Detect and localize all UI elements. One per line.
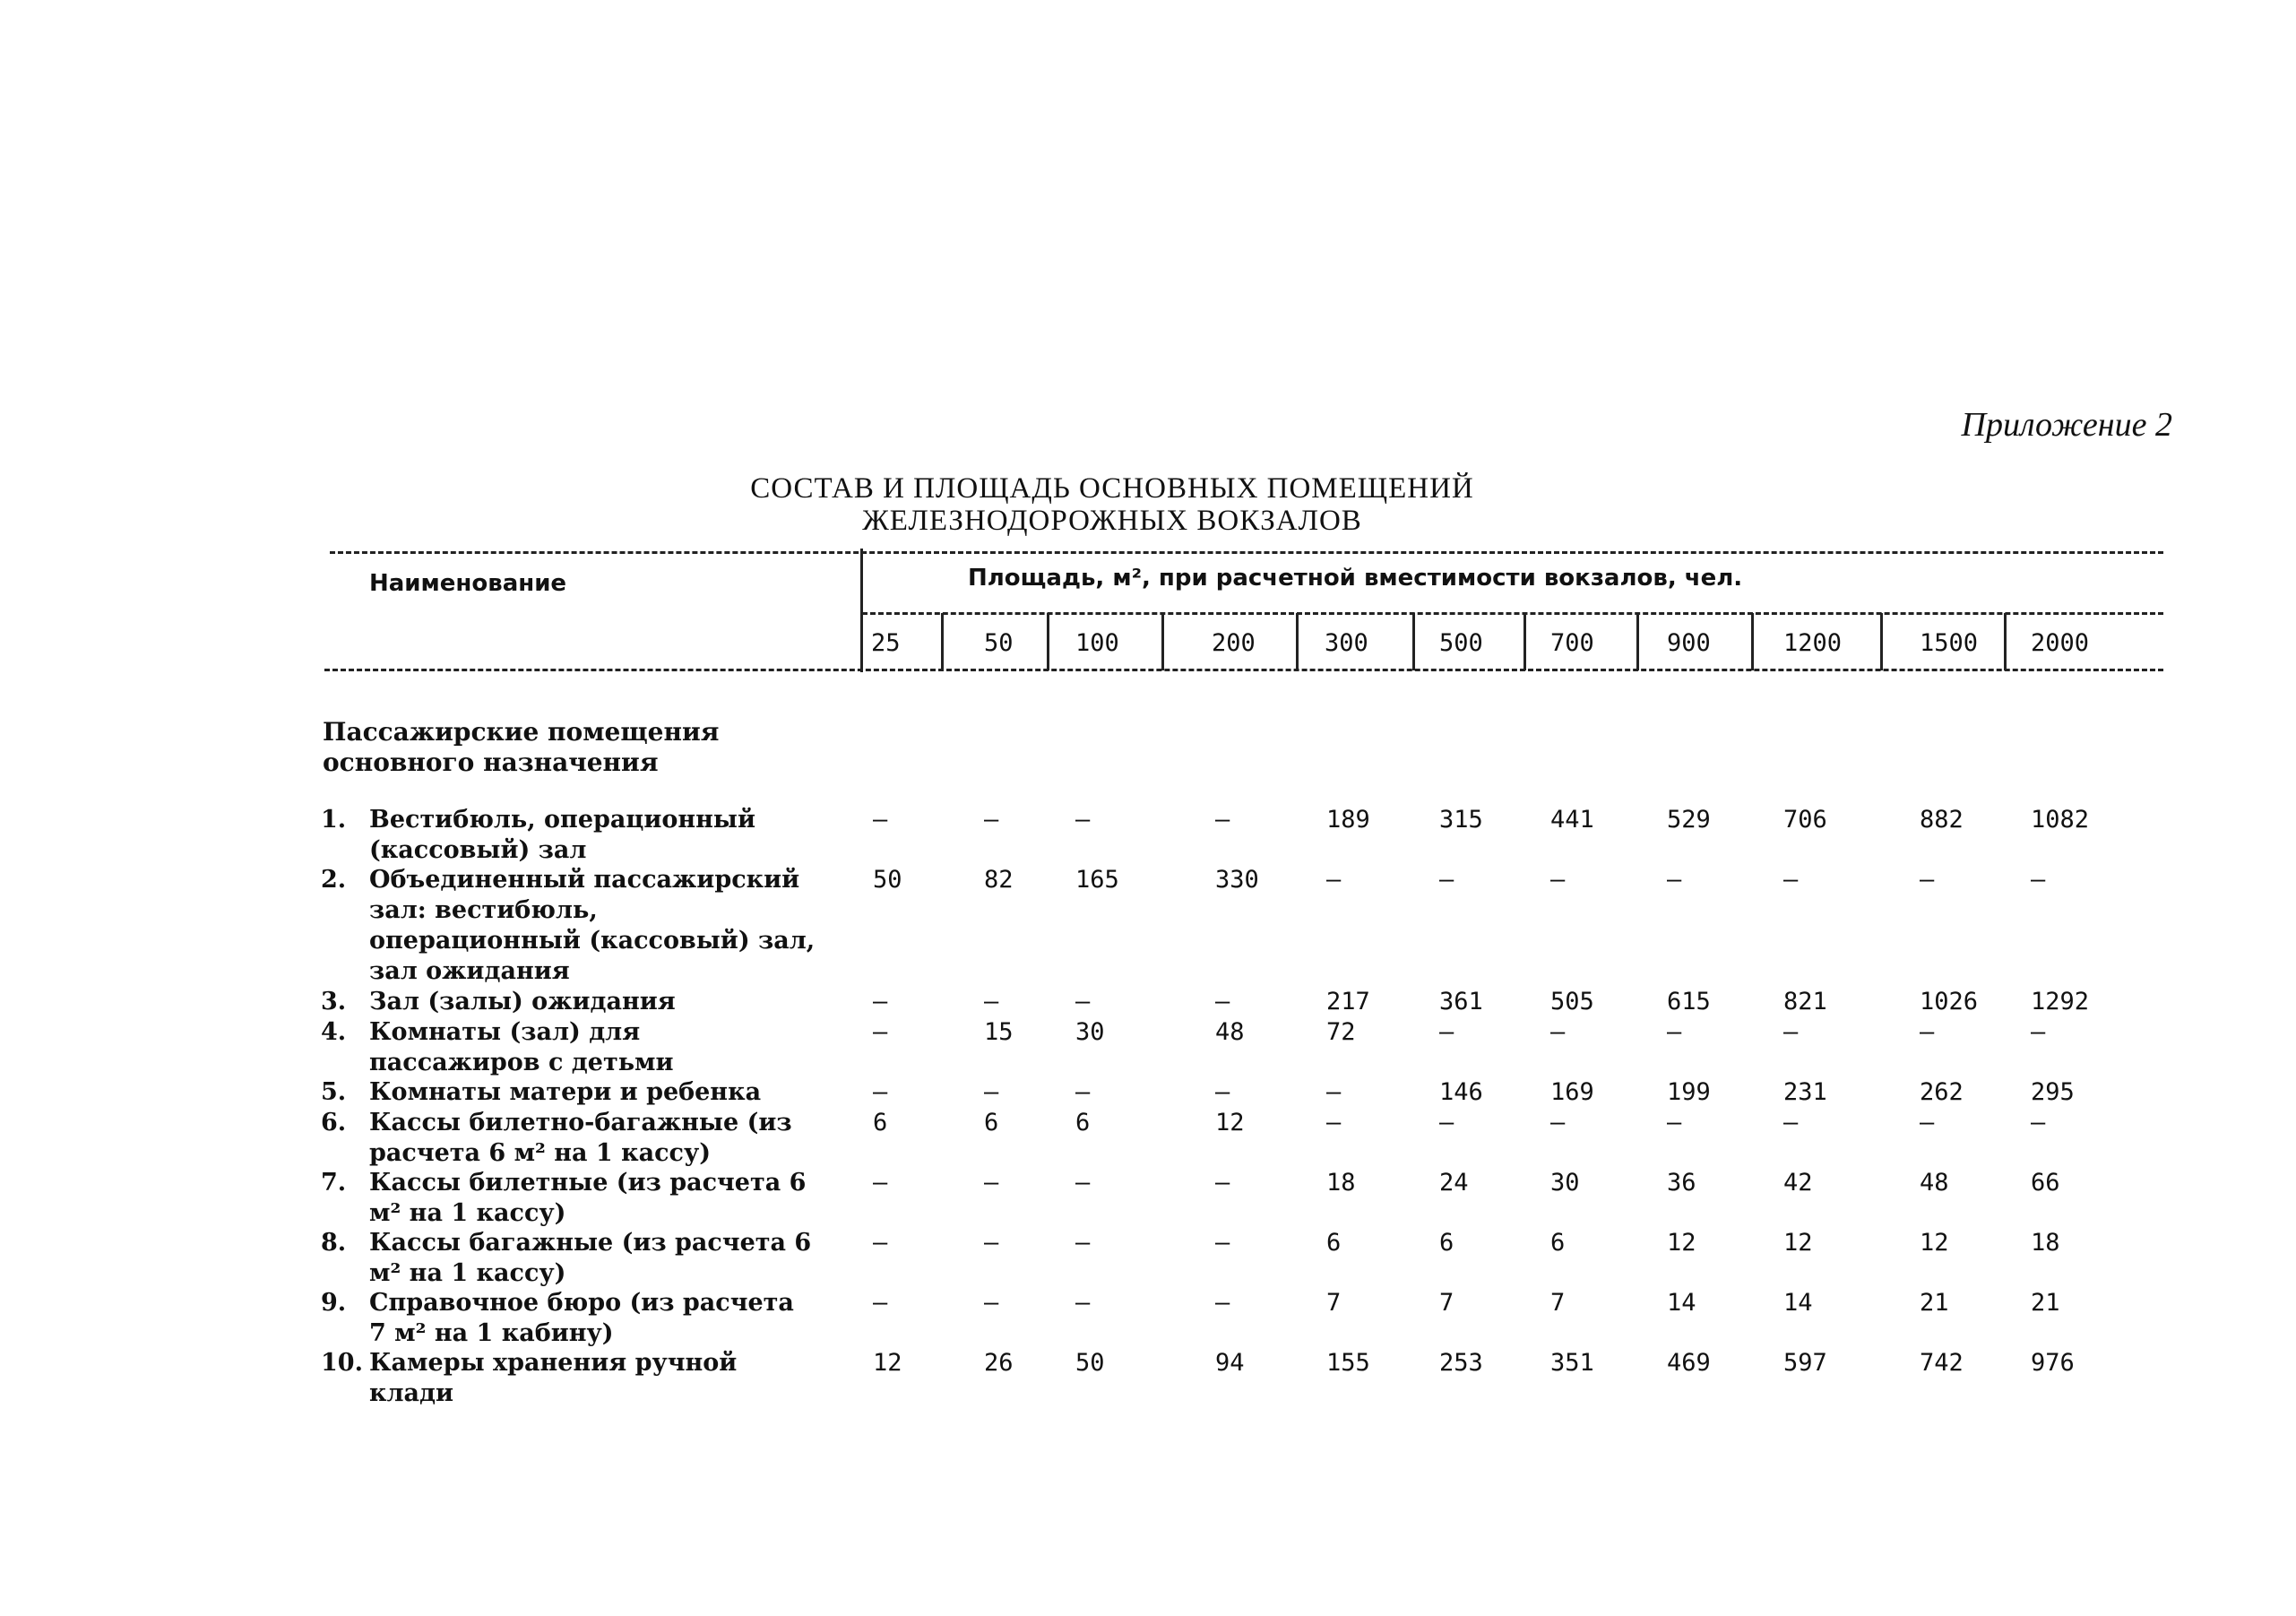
section-heading: Пассажирские помещения основного назначения <box>323 717 720 777</box>
table-cell: 42 <box>1783 1169 1813 1197</box>
table-cell: 155 <box>1326 1349 1370 1377</box>
table-cell: — <box>1215 806 1230 834</box>
capacity-500: 500 <box>1439 629 1483 657</box>
table-cell: — <box>2031 866 2046 894</box>
table-cell: 12 <box>873 1349 902 1377</box>
table-cell: — <box>1667 866 1682 894</box>
table-cell: 231 <box>1783 1078 1827 1106</box>
capacity-divider <box>1047 613 1049 670</box>
table-cell: 351 <box>1550 1349 1594 1377</box>
capacity-divider <box>941 613 944 670</box>
row-name: Камеры хранения ручной клади <box>369 1349 738 1407</box>
table-cell: — <box>984 1289 999 1317</box>
table-cell: — <box>1215 1229 1230 1257</box>
capacity-900: 900 <box>1667 629 1711 657</box>
row-number: 5. <box>321 1078 347 1106</box>
table-cell: — <box>1550 1018 1566 1046</box>
table-cell: 6 <box>873 1109 888 1136</box>
table-cell: — <box>2031 1018 2046 1046</box>
capacity-divider <box>1161 613 1164 670</box>
capacity-divider <box>1412 613 1415 670</box>
appendix-label: Приложение 2 <box>1961 406 2172 444</box>
capacity-50: 50 <box>984 629 1014 657</box>
table-cell: 6 <box>1439 1229 1454 1257</box>
capacity-200: 200 <box>1212 629 1256 657</box>
table-cell: 48 <box>1920 1169 1949 1197</box>
row-number: 3. <box>321 988 347 1015</box>
table-cell: — <box>984 1229 999 1257</box>
table-cell: 742 <box>1920 1349 1964 1377</box>
table-cell: 189 <box>1326 806 1370 834</box>
table-cell: — <box>1439 866 1454 894</box>
table-cell: 30 <box>1075 1018 1105 1046</box>
table-cell: 50 <box>873 866 902 894</box>
table-cell: — <box>873 1229 888 1257</box>
header-name: Наименование <box>369 570 567 597</box>
table-cell: 7 <box>1326 1289 1342 1317</box>
table-cell: 706 <box>1783 806 1827 834</box>
table-cell: 976 <box>2031 1349 2075 1377</box>
capacity-top-rule <box>862 612 2163 615</box>
row-number: 7. <box>321 1169 347 1197</box>
table-cell: 217 <box>1326 988 1370 1015</box>
table-cell: — <box>873 988 888 1015</box>
header-area: Площадь, м², при расчетной вместимости вокзалов, чел. <box>968 565 1743 592</box>
table-cell: 94 <box>1215 1349 1245 1377</box>
table-cell: 441 <box>1550 806 1594 834</box>
table-cell: 295 <box>2031 1078 2075 1106</box>
table-cell: 6 <box>1075 1109 1091 1136</box>
table-cell: — <box>1920 1018 1935 1046</box>
row-number: 6. <box>321 1109 347 1136</box>
header-bottom-rule <box>324 669 2163 671</box>
title-line-1: СОСТАВ И ПЛОЩАДЬ ОСНОВНЫХ ПОМЕЩЕНИЙ <box>750 472 1474 505</box>
capacity-divider <box>2004 613 2007 670</box>
capacity-divider <box>1636 613 1639 670</box>
row-number: 2. <box>321 866 347 894</box>
table-cell: 6 <box>1326 1229 1342 1257</box>
capacity-divider <box>1523 613 1526 670</box>
table-cell: — <box>873 1289 888 1317</box>
table-cell: 72 <box>1326 1018 1356 1046</box>
table-cell: 26 <box>984 1349 1014 1377</box>
row-name: Комнаты (зал) для пассажиров с детьми <box>369 1018 674 1076</box>
row-name: Кассы билетные (из расчета 6 м² на 1 кассу) <box>369 1169 807 1227</box>
table-cell: — <box>1920 1109 1935 1136</box>
table-cell: 361 <box>1439 988 1483 1015</box>
table-cell: 82 <box>984 866 1014 894</box>
table-cell: 12 <box>1215 1109 1245 1136</box>
table-cell: 6 <box>984 1109 999 1136</box>
row-number: 10. <box>321 1349 363 1377</box>
table-cell: — <box>1326 866 1342 894</box>
table-cell: 199 <box>1667 1078 1711 1106</box>
capacity-100: 100 <box>1075 629 1119 657</box>
table-cell: — <box>873 1169 888 1197</box>
table-cell: 12 <box>1667 1229 1696 1257</box>
table-cell: 469 <box>1667 1349 1711 1377</box>
capacity-1500: 1500 <box>1920 629 1979 657</box>
table-cell: 505 <box>1550 988 1594 1015</box>
table-cell: 169 <box>1550 1078 1594 1106</box>
table-cell: 262 <box>1920 1078 1964 1106</box>
table-cell: — <box>1550 1109 1566 1136</box>
table-cell: — <box>873 1018 888 1046</box>
table-cell: — <box>984 988 999 1015</box>
table-cell: 597 <box>1783 1349 1827 1377</box>
row-name: Комнаты матери и ребенка <box>369 1078 762 1106</box>
table-cell: — <box>1215 988 1230 1015</box>
table-cell: 14 <box>1783 1289 1813 1317</box>
table-cell: 1026 <box>1920 988 1979 1015</box>
table-cell: 21 <box>1920 1289 1949 1317</box>
table-cell: 14 <box>1667 1289 1696 1317</box>
capacity-1200: 1200 <box>1783 629 1843 657</box>
capacity-700: 700 <box>1550 629 1594 657</box>
row-name: Объединенный пассажирский зал: вестибюль, операционный (кассовый) зал, зал ожидания <box>369 866 816 985</box>
table-cell: 882 <box>1920 806 1964 834</box>
table-cell: 146 <box>1439 1078 1483 1106</box>
table-cell: 7 <box>1550 1289 1566 1317</box>
table-cell: 165 <box>1075 866 1119 894</box>
table-cell: — <box>1326 1109 1342 1136</box>
table-cell: 529 <box>1667 806 1711 834</box>
capacity-divider <box>1296 613 1299 670</box>
table-cell: 50 <box>1075 1349 1105 1377</box>
table-cell: 315 <box>1439 806 1483 834</box>
table-cell: 1292 <box>2031 988 2090 1015</box>
row-name: Кассы билетно-багажные (из расчета 6 м² на 1 кассу) <box>369 1109 792 1167</box>
table-cell: — <box>1075 1289 1091 1317</box>
table-cell: — <box>873 806 888 834</box>
document-title <box>0 472 2296 537</box>
table-cell: — <box>1075 1169 1091 1197</box>
table-cell: — <box>984 806 999 834</box>
row-name: Вестибюль, операционный (кассовый) зал <box>369 806 755 864</box>
capacity-2000: 2000 <box>2031 629 2090 657</box>
capacity-300: 300 <box>1325 629 1368 657</box>
table-cell: — <box>1550 866 1566 894</box>
table-cell: — <box>984 1078 999 1106</box>
row-name: Справочное бюро (из расчета 7 м² на 1 кабину) <box>369 1289 794 1347</box>
table-cell: — <box>1075 988 1091 1015</box>
table-cell: 330 <box>1215 866 1259 894</box>
table-cell: 12 <box>1920 1229 1949 1257</box>
table-cell: 253 <box>1439 1349 1483 1377</box>
table-cell: — <box>1215 1169 1230 1197</box>
table-cell: 821 <box>1783 988 1827 1015</box>
row-number: 4. <box>321 1018 347 1046</box>
table-cell: — <box>1783 1109 1799 1136</box>
table-cell: — <box>1667 1018 1682 1046</box>
table-cell: — <box>1075 806 1091 834</box>
table-cell: 48 <box>1215 1018 1245 1046</box>
table-cell: — <box>1920 866 1935 894</box>
table-cell: 24 <box>1439 1169 1469 1197</box>
table-cell: 18 <box>1326 1169 1356 1197</box>
table-cell: — <box>1667 1109 1682 1136</box>
table-cell: 15 <box>984 1018 1014 1046</box>
table-cell: — <box>1439 1018 1454 1046</box>
table-cell: 7 <box>1439 1289 1454 1317</box>
table-cell: — <box>873 1078 888 1106</box>
table-cell: — <box>1215 1289 1230 1317</box>
header-top-rule <box>330 551 2163 554</box>
table-cell: — <box>1075 1229 1091 1257</box>
header-divider <box>860 549 863 672</box>
table-cell: — <box>984 1169 999 1197</box>
row-number: 8. <box>321 1229 347 1257</box>
title-line-2: ЖЕЛЕЗНОДОРОЖНЫХ ВОКЗАЛОВ <box>862 505 1362 537</box>
table-cell: 1082 <box>2031 806 2090 834</box>
row-number: 9. <box>321 1289 347 1317</box>
table-cell: — <box>1783 1018 1799 1046</box>
table-cell: — <box>1439 1109 1454 1136</box>
table-cell: 12 <box>1783 1229 1813 1257</box>
table-cell: — <box>1075 1078 1091 1106</box>
table-cell: 36 <box>1667 1169 1696 1197</box>
table-cell: 66 <box>2031 1169 2060 1197</box>
capacity-divider <box>1880 613 1883 670</box>
row-name: Зал (залы) ожидания <box>369 988 676 1015</box>
table-cell: — <box>1326 1078 1342 1106</box>
capacity-divider <box>1751 613 1754 670</box>
table-cell: 18 <box>2031 1229 2060 1257</box>
capacity-25: 25 <box>871 629 901 657</box>
row-name: Кассы багажные (из расчета 6 м² на 1 кассу) <box>369 1229 812 1287</box>
table-cell: — <box>1215 1078 1230 1106</box>
table-cell: 21 <box>2031 1289 2060 1317</box>
table-cell: 6 <box>1550 1229 1566 1257</box>
table-cell: 615 <box>1667 988 1711 1015</box>
table-cell: 30 <box>1550 1169 1580 1197</box>
table-cell: — <box>2031 1109 2046 1136</box>
table-cell: — <box>1783 866 1799 894</box>
row-number: 1. <box>321 806 347 834</box>
